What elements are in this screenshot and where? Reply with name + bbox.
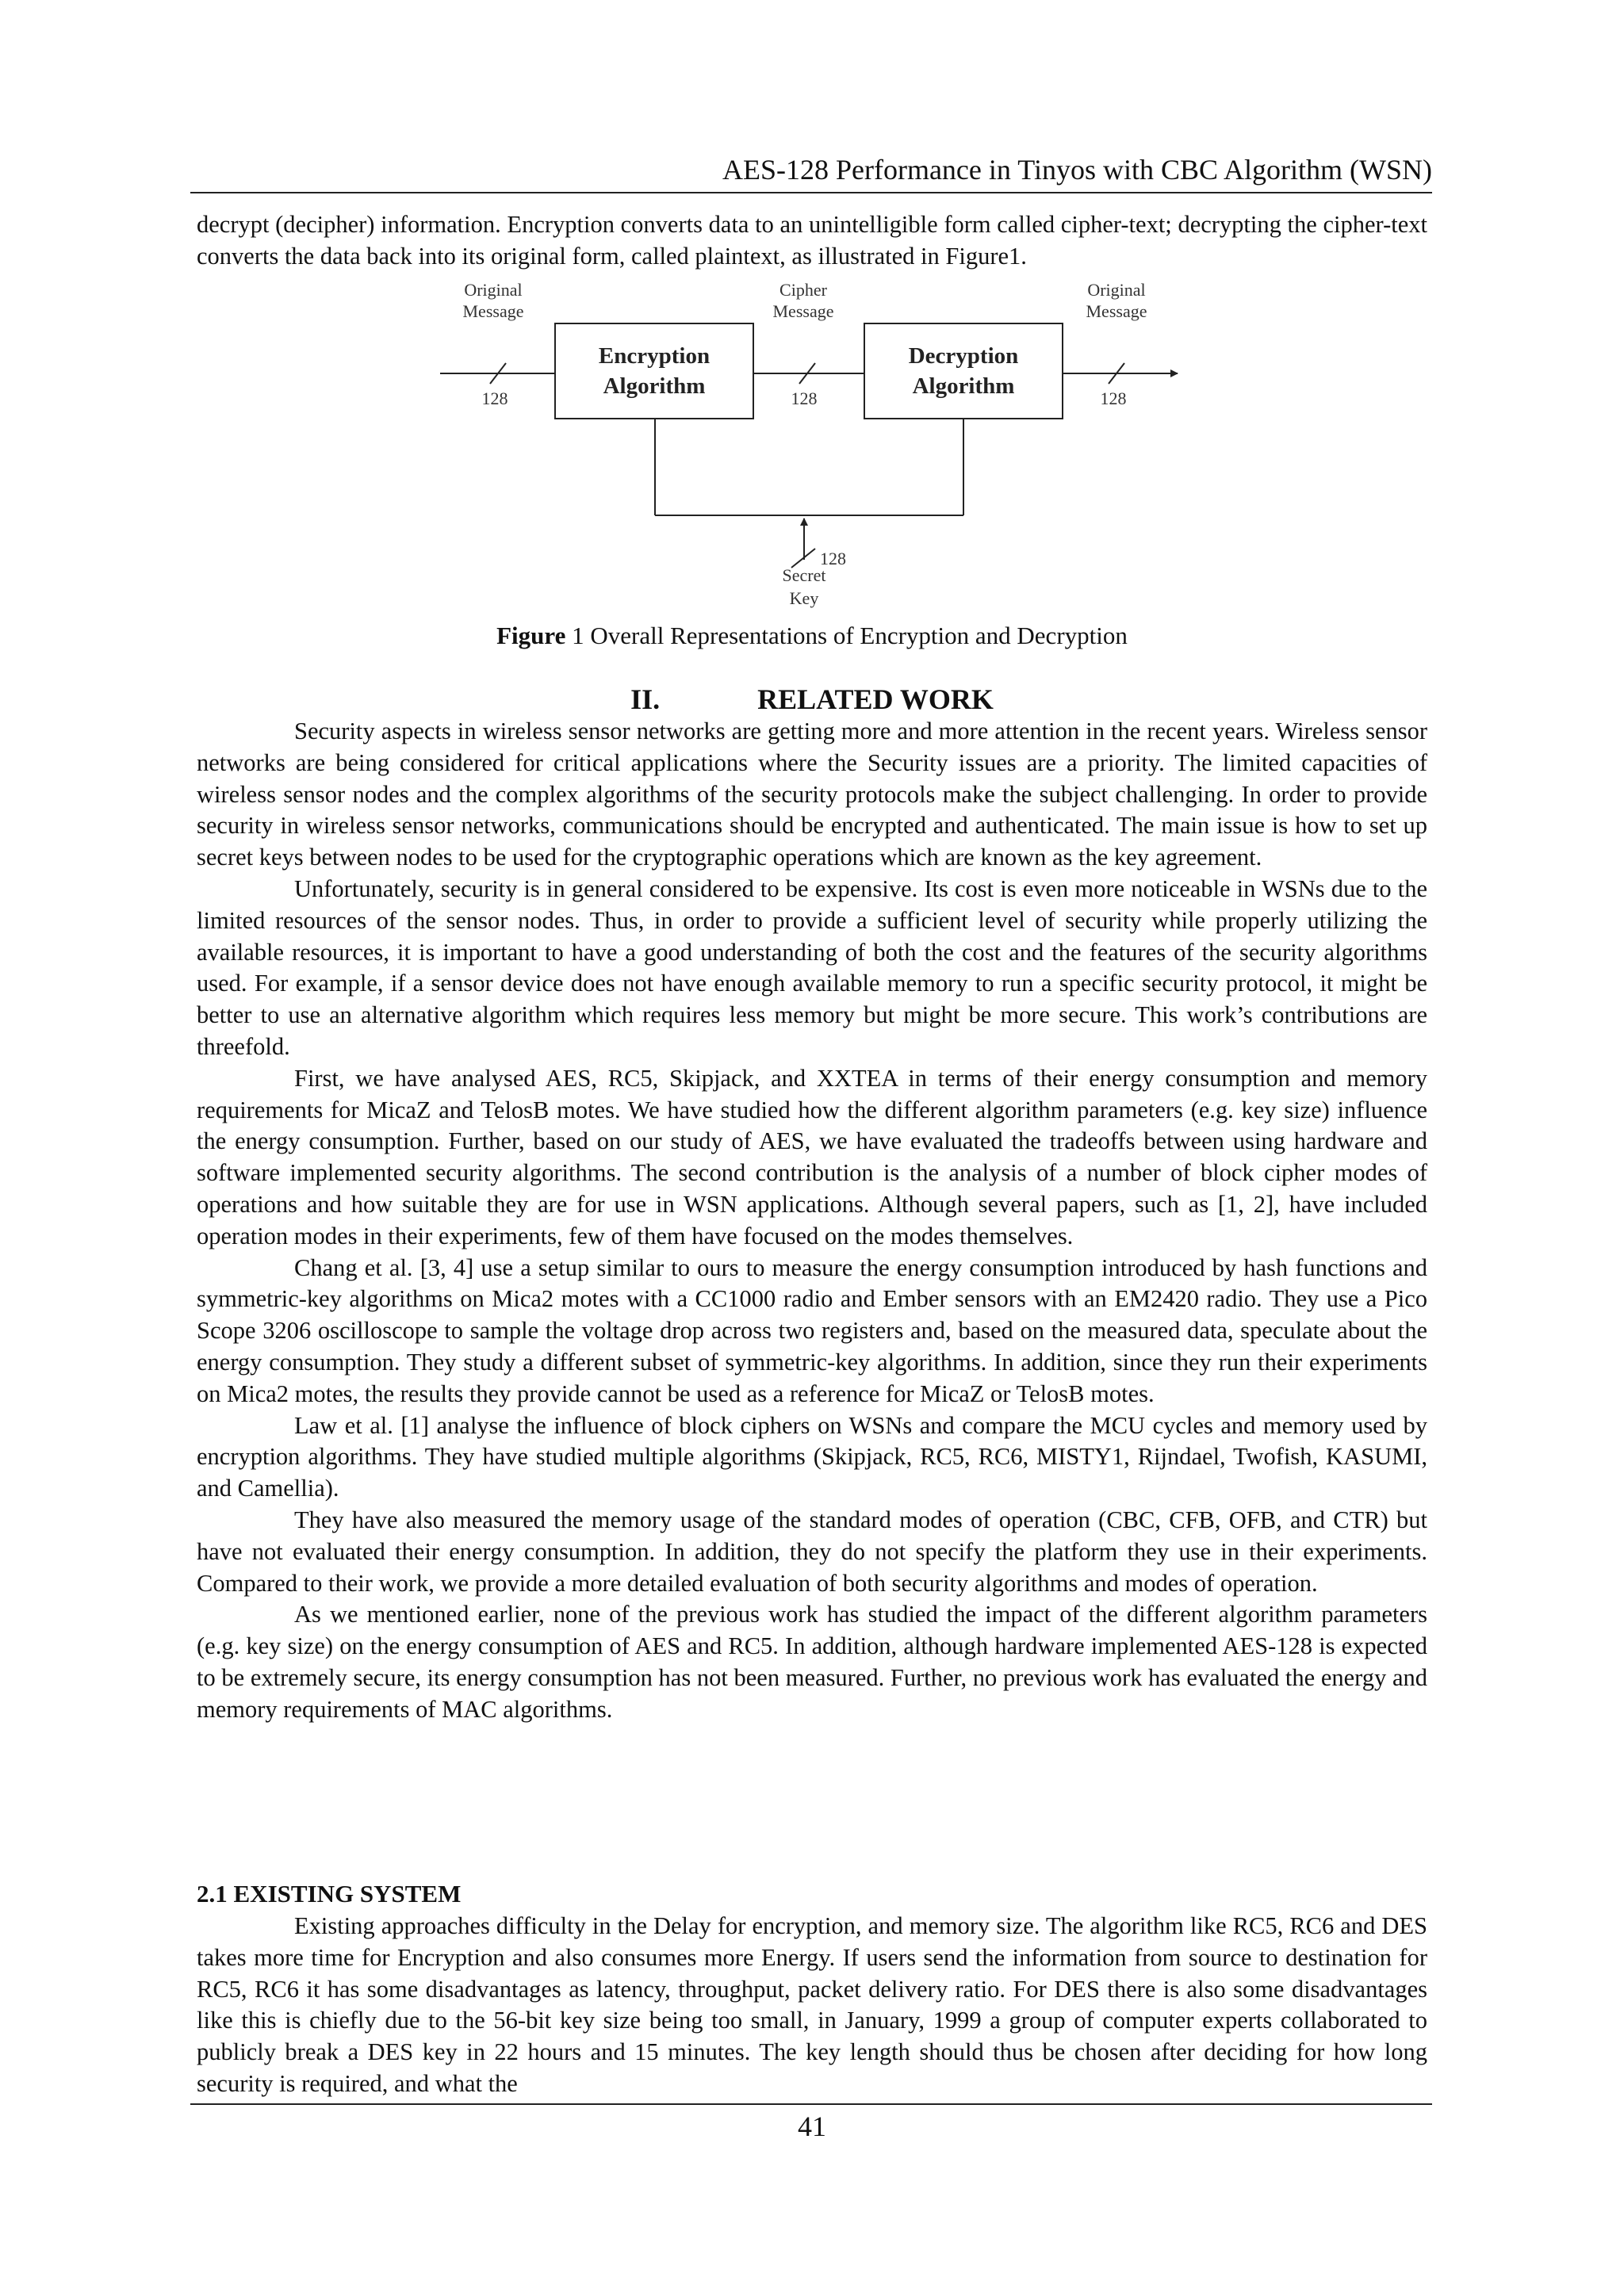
encryption-box-label-line2: Algorithm: [603, 373, 706, 399]
related-work-paragraph: Law et al. [1] analyse the influence of block ciphers on WSNs and compare the MCU cycles and memory used by encryption algorithms. They have studied multiple algorithms (Skipjack, RC5, RC6, MISTY1, Rijndael, Twofish, KASUMI, and Camellia).: [197, 1411, 1427, 1502]
subsection-heading-existing-system: 2.1 EXISTING SYSTEM: [197, 1880, 462, 1908]
cipher-message-label-line1: Cipher: [779, 280, 827, 300]
section-title: RELATED WORK: [757, 683, 994, 715]
related-work-paragraph: They have also measured the memory usage of the standard modes of operation (CBC, CFB, OFB, and CTR) but have not evaluated their energy consumption. In addition, they do not specify the platform they use in their experiments. Compared to their work, we provide a more detailed evaluation of both security algorithms and modes of operation.: [197, 1506, 1427, 1597]
secret-key-label-line2: Key: [789, 588, 819, 608]
footer-rule: [190, 2103, 1432, 2105]
decryption-box-label-line2: Algorithm: [912, 373, 1015, 399]
bit-width-label-left: 128: [481, 388, 508, 408]
related-work-paragraph: First, we have analysed AES, RC5, Skipjack, and XXTEA in terms of their energy consumption and memory requirements for MicaZ and TelosB motes. We have studied how the different algorithm parameters (e.g. key size) influence the energy consumption. Further, based on our study of AES, we have evaluated the tradeoffs between using hardware and software implemented security algorithms. The second contribution is the analysis of a number of block cipher modes of operations and how suitable they are for use in WSN applications. Although several papers, such as [1, 2], have included operation modes in their experiments, few of them have focused on the modes themselves.: [197, 1064, 1427, 1249]
related-work-paragraph: As we mentioned earlier, none of the previous work has studied the impact of the different algorithm parameters (e.g. key size) on the energy consumption of AES and RC5. In addition, although hardware implemented AES-128 is expected to be extremely secure, its energy consumption has not been measured. Further, no previous work has evaluated the energy and memory requirements of MAC algorithms.: [197, 1601, 1427, 1723]
original-message-label-left-line2: Message: [462, 301, 524, 321]
related-work-body: [197, 716, 1427, 1726]
related-work-paragraph: Unfortunately, security is in general considered to be expensive. Its cost is even more noticeable in WSNs due to the limited resources of the sensor nodes. Thus, in order to provide a sufficient level of security while properly utilizing the available resources, it is important to have a good understanding of both the cost and the features of the security algorithms used. For example, if a sensor device does not have enough available memory to run a specific security protocol, it might be better to use an alternative algorithm which requires less memory but might be more secure. This work’s contributions are threefold.: [197, 874, 1427, 1060]
original-message-label-right-line1: Original: [1087, 280, 1146, 300]
existing-system-body: [197, 1911, 1427, 2100]
intro-paragraph: decrypt (decipher) information. Encryption converts data to an unintelligible form called cipher-text; decrypting the cipher-text converts the data back into its original form, called plaintext, as illustrated in Figure1.: [197, 211, 1427, 270]
section-number: II.: [630, 683, 661, 715]
encryption-algorithm-box: [555, 323, 753, 419]
existing-system-paragraph: Existing approaches difficulty in the Delay for encryption, and memory size. The algorithm like RC5, RC6 and DES takes more time for Encryption and also consumes more Energy. If users send the information from source to destination for RC5, RC6 it has some disadvantages as latency, throughput, packet delivery ratio. For DES there is also some disadvantages like this is chiefly due to the 56-bit key size being too small, in January, 1999 a group of computer experts collaborated to publicly break a DES key in 22 hours and 15 minutes. The key length should thus be chosen after deciding for how long security is required, and what the: [197, 1912, 1427, 2097]
original-message-label-left-line1: Original: [464, 280, 523, 300]
intro-paragraph-block: [197, 209, 1427, 273]
bit-width-label-key: 128: [820, 549, 846, 568]
bit-width-label-right: 128: [1100, 388, 1127, 408]
decryption-algorithm-box: [864, 323, 1063, 419]
related-work-paragraph: Chang et al. [3, 4] use a setup similar to ours to measure the energy consumption introduced by hash functions and symmetric-key algorithms on Mica2 motes with a CC1000 radio and Ember sensors with an EM2420 radio. They use a Pico Scope 3206 oscilloscope to sample the voltage drop across two registers and, based on the measured data, speculate about the energy consumption. They study a different subset of symmetric-key algorithms. In addition, since they run their experiments on Mica2 motes, the results they provide cannot be used as a reference for MicaZ or TelosB motes.: [197, 1253, 1427, 1407]
figure-1-diagram: [428, 276, 1221, 625]
figure-caption-label: Figure: [496, 622, 566, 649]
secret-key-label-line1: Secret: [782, 565, 826, 585]
bit-width-label-middle: 128: [791, 388, 818, 408]
decryption-box-label-line1: Decryption: [908, 343, 1019, 369]
figure-caption-text: 1 Overall Representations of Encryption and Decryption: [565, 622, 1128, 649]
running-header: AES-128 Performance in Tinyos with CBC Algorithm (WSN): [722, 154, 1432, 186]
header-rule: [190, 192, 1432, 193]
cipher-message-label-line2: Message: [772, 301, 834, 321]
original-message-label-right-line2: Message: [1086, 301, 1147, 321]
encryption-box-label-line1: Encryption: [598, 343, 710, 369]
related-work-paragraph: Security aspects in wireless sensor networks are getting more and more attention in the recent years. Wireless sensor networks are being considered for critical applications where the Security issues are a priority. The limited capacities of wireless sensor nodes and the complex algorithms of the security protocols make the subject challenging. In order to provide security in wireless sensor networks, communications should be encrypted and authenticated. The main issue is how to set up secret keys between nodes to be used for the cryptographic operations which are known as the key agreement.: [197, 718, 1427, 871]
page-number: 41: [798, 2110, 826, 2142]
figure-1-caption: [0, 620, 1624, 652]
section-heading-related-work: [0, 682, 1624, 717]
